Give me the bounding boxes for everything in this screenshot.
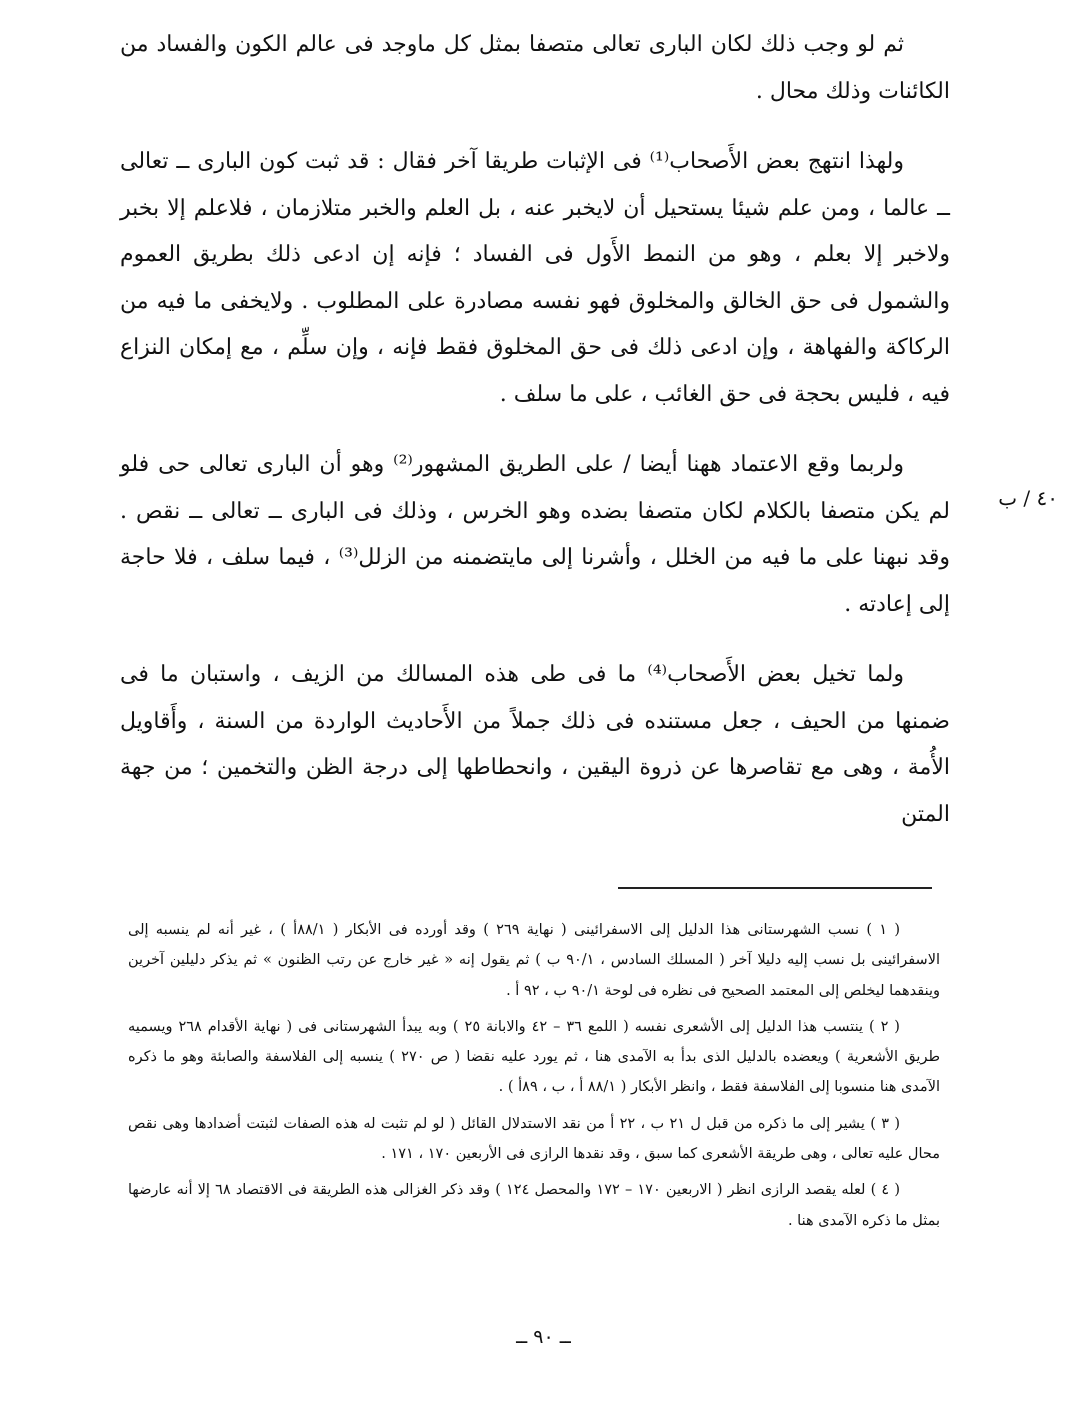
- paragraph-4: ولما تخيل بعض الأَصحاب⁽⁴⁾ ما فى طى هذه المسالك من الزيف ، واستبان ما فى ضمنها من الحيف ، جعل مستنده فى ذلك جملاً من الأَحاديث الواردة من السنة ، وأَقاويل الأُمة ، وهى مع تقاصرها عن ذروة اليقين ، وانحطاطها إلى درجة الظن والتخمين ؛ من جهة المتن: [120, 662, 950, 827]
- footnote-3: ( ٣ ) يشير إلى ما ذكره من قبل ل ٢١ ب ، ٢٢ أ من نقد الاستدلال القائل ( لو لم تثبت له هذه الصفات لثبتت أضدادها وهى نقص محال عليه تعالى ، وهى طريقة الأشعرى كما سبق ، وقد نقدها الرازى فى الأربعين ١٧٠ ، ١٧١ .: [128, 1115, 940, 1163]
- footnote-separator: [618, 887, 932, 889]
- paragraph-3: ولربما وقع الاعتماد ههنا أيضا / على الطريق المشهور⁽²⁾ وهو أن البارى تعالى حى فلو لم يكن متصفا بالكلام لكان متصفا بضده وهو الخرس ، وذلك فى البارى ــ تعالى ــ نقص . وقد نبهنا على ما فيه من الخلل ، وأشرنا إلى مايتضمنه من الزلل⁽³⁾ ، فيما سلف ، فلا حاجة إلى إعادته .: [120, 452, 950, 617]
- page-number: ــ ٩٠ ــ: [516, 1326, 571, 1348]
- footnotes: [128, 915, 940, 1242]
- footnote-1: ( ١ ) نسب الشهرستانى هذا الدليل إلى الاسفرائينى ( نهاية ٢٦٩ ) وقد أورده فى الأبكار ( ٨٨/١أ ) ، غير أنه لم ينسبه إلى الاسفرائينى بل نسب إليه دليلا آخر ( المسلك السادس ، ٩٠/١ ب ) ثم يقول إنه « غير خارج عن رتب الظنون » ثم يذكر دليلين آخرين وينقدهما ليخلص إلى المعتمد الصحيح فى نظره فى لوحة ٩٠/١ ب ، ٩٢ أ .: [128, 922, 940, 999]
- margin-folio-note: ٤٠ / ب: [998, 486, 1058, 510]
- footnote-2: ( ٢ ) ينتسب هذا الدليل إلى الأشعرى نفسه ( اللمع ٣٦ – ٤٢ والابانة ٢٥ ) وبه يبدأ الشهرستانى فى ( نهاية الأقدام ٢٦٨ ويسميه طريق الأشعرية ) ويعضده بالدليل الذى بدأ به الآمدى هنا ، ثم يورد عليه نقضا ( ص ٢٧٠ ) ينسبه إلى الفلاسفة والصابئة وهو ما ذكره الآمدى هنا منسوبا إلى الفلاسفة فقط ، وانظر الأبكار ( ٨٨/١ أ ، ب ، ٨٩أ ) .: [128, 1018, 940, 1096]
- paragraph-2: ولهذا انتهج بعض الأَصحاب⁽¹⁾ فى الإثبات طريقا آخر فقال : قد ثبت كون البارى ــ تعالى ــ عالما ، ومن علم شيئا يستحيل أن لايخبر عنه ، بل العلم والخبر متلازمان ، فلاعلم إلا بخبر ولاخبر إلا بعلم ، وهو من النمط الأَول فى الفساد ؛ فإنه إن ادعى ذلك بطريق العموم والشمول فى حق الخالق والمخلوق فهو نفسه مصادرة على المطلوب . ولايخفى ما فيه من الركاكة والفهاهة ، وإن ادعى ذلك فى حق المخلوق فقط فإنه ، وإن سلِّم ، مع إمكان النزاع فيه ، فليس بحجة فى حق الغائب ، على ما سلف .: [120, 149, 950, 407]
- paragraph-1: ثم لو وجب ذلك لكان البارى تعالى متصفا بمثل كل ماوجد فى عالم الكون والفساد من الكائنات وذلك محال .: [120, 32, 950, 104]
- footnote-4: ( ٤ ) لعله يقصد الرازى انظر ( الاربعين ١٧٠ – ١٧٢ والمحصل ١٢٤ ) وقد ذكر الغزالى هذه الطريقة فى الاقتصاد ٦٨ إلا أنه عارضها بمثل ما ذكره الآمدى هنا .: [128, 1182, 940, 1229]
- main-text: [120, 22, 950, 862]
